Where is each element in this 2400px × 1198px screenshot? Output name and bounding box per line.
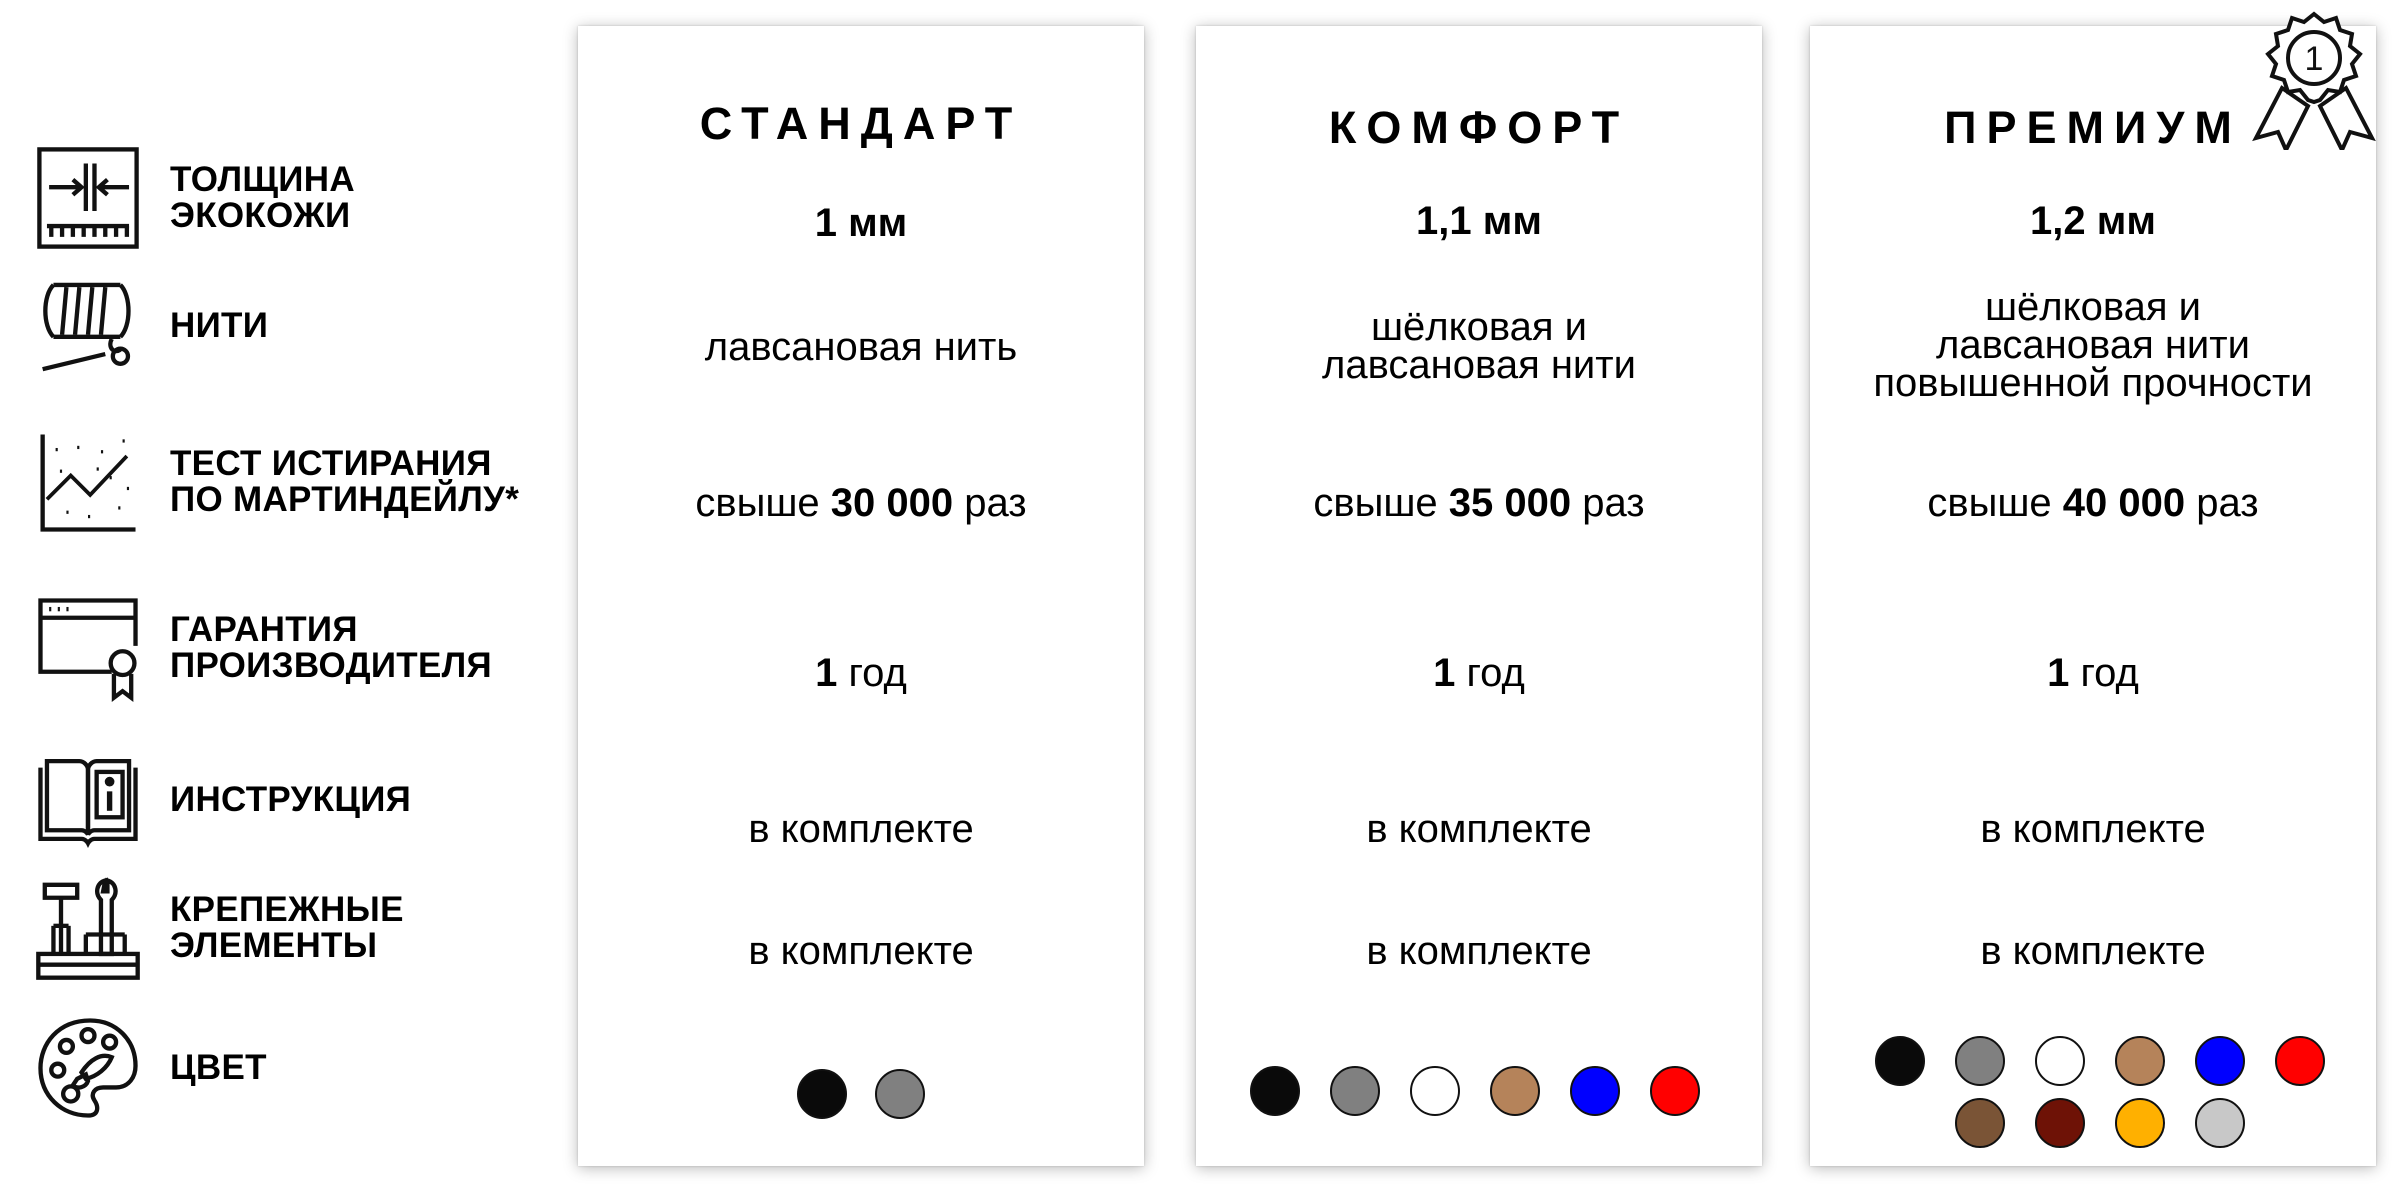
palette-icon xyxy=(30,1010,146,1126)
color-swatch xyxy=(797,1069,847,1119)
thickness-value: 1,2 мм xyxy=(2030,199,2156,243)
color-swatch xyxy=(1955,1098,2005,1148)
plan-card-standard xyxy=(578,26,1144,1166)
abrasion-value xyxy=(578,481,1144,525)
feature-label-abrasion: ТЕСТ ИСТИРАНИЯ ПО МАРТИНДЕЙЛУ* xyxy=(170,444,520,519)
abrasion-prefix: свыше xyxy=(695,481,831,525)
color-swatch xyxy=(1490,1066,1540,1116)
thickness-value: 1,1 мм xyxy=(1416,199,1542,243)
plan-name: СТАНДАРТ xyxy=(699,98,1023,149)
threads-value: лавсановая нить xyxy=(704,325,1018,369)
abrasion-suffix: раз xyxy=(953,481,1027,525)
feature-row-color xyxy=(30,1010,570,1126)
feature-label-warranty: ГАРАНТИЯ ПРОИЗВОДИТЕЛЯ xyxy=(170,610,492,685)
instruction-value: в комплекте xyxy=(1980,807,2206,851)
color-swatches xyxy=(1250,1066,1722,1116)
award-ribbon-icon xyxy=(2252,10,2376,150)
feature-label-threads: НИТИ xyxy=(170,306,269,345)
abrasion-suffix: раз xyxy=(1571,481,1645,525)
color-swatch xyxy=(2195,1036,2245,1086)
abrasion-prefix: свыше xyxy=(1313,481,1449,525)
instruction-value: в комплекте xyxy=(1366,807,1592,851)
abrasion-number: 30 000 xyxy=(830,481,954,525)
color-swatch xyxy=(1410,1066,1460,1116)
color-swatch xyxy=(1570,1066,1620,1116)
color-swatch xyxy=(1250,1066,1300,1116)
plan-name: КОМФОРТ xyxy=(1328,102,1630,153)
warranty-value xyxy=(1810,651,2376,695)
feature-label-fasteners: КРЕПЕЖНЫЕ ЭЛЕМЕНТЫ xyxy=(170,890,404,965)
fasteners-value: в комплекте xyxy=(1980,929,2206,973)
fasteners-value: в комплекте xyxy=(748,929,974,973)
color-swatch xyxy=(1875,1036,1925,1086)
feature-row-thickness xyxy=(30,140,570,256)
feature-row-abrasion xyxy=(30,424,570,540)
info-book-icon xyxy=(30,742,146,858)
tools-icon xyxy=(30,870,146,986)
warranty-number: 1 xyxy=(2047,651,2070,695)
feature-row-warranty xyxy=(30,590,570,706)
certificate-icon xyxy=(30,590,146,706)
color-swatch xyxy=(2115,1098,2165,1148)
chart-icon xyxy=(30,424,146,540)
abrasion-number: 40 000 xyxy=(2062,481,2186,525)
abrasion-value xyxy=(1810,481,2376,525)
feature-row-instruction xyxy=(30,742,570,858)
color-swatch xyxy=(875,1069,925,1119)
color-swatch xyxy=(2195,1098,2245,1148)
warranty-number: 1 xyxy=(815,651,838,695)
warranty-number: 1 xyxy=(1433,651,1456,695)
feature-label-instruction: ИНСТРУКЦИЯ xyxy=(170,780,412,819)
color-swatch xyxy=(1650,1066,1700,1116)
instruction-value: в комплекте xyxy=(748,807,974,851)
fasteners-value: в комплекте xyxy=(1366,929,1592,973)
thickness-icon xyxy=(30,140,146,256)
warranty-unit: год xyxy=(837,651,907,695)
warranty-unit: год xyxy=(1455,651,1525,695)
feature-row-threads xyxy=(30,268,570,384)
thickness-value: 1 мм xyxy=(814,201,908,245)
abrasion-value xyxy=(1196,481,1762,525)
color-swatch xyxy=(2115,1036,2165,1086)
color-swatch xyxy=(1955,1036,2005,1086)
color-swatches xyxy=(628,1069,1094,1119)
color-swatch xyxy=(2275,1036,2325,1086)
plan-name: ПРЕМИУМ xyxy=(1944,102,2242,153)
threads-value: шёлковая и лавсановая нити xyxy=(1322,305,1636,387)
abrasion-number: 35 000 xyxy=(1448,481,1572,525)
abrasion-suffix: раз xyxy=(2185,481,2259,525)
thread-spool-icon xyxy=(30,268,146,384)
color-swatches xyxy=(1864,1036,2336,1148)
color-swatch xyxy=(1330,1066,1380,1116)
award-number: 1 xyxy=(2304,40,2324,78)
plan-card-premium xyxy=(1810,26,2376,1166)
threads-value: шёлковая и лавсановая нити повышенной прочности xyxy=(1873,285,2313,405)
color-swatch xyxy=(2035,1098,2085,1148)
warranty-value xyxy=(1196,651,1762,695)
feature-label-color: ЦВЕТ xyxy=(170,1048,267,1087)
feature-row-fasteners xyxy=(30,870,570,986)
feature-label-thickness: ТОЛЩИНА ЭКОКОЖИ xyxy=(170,160,355,235)
plan-card-comfort xyxy=(1196,26,1762,1166)
color-swatch xyxy=(2035,1036,2085,1086)
abrasion-prefix: свыше xyxy=(1927,481,2063,525)
warranty-value xyxy=(578,651,1144,695)
warranty-unit: год xyxy=(2069,651,2139,695)
